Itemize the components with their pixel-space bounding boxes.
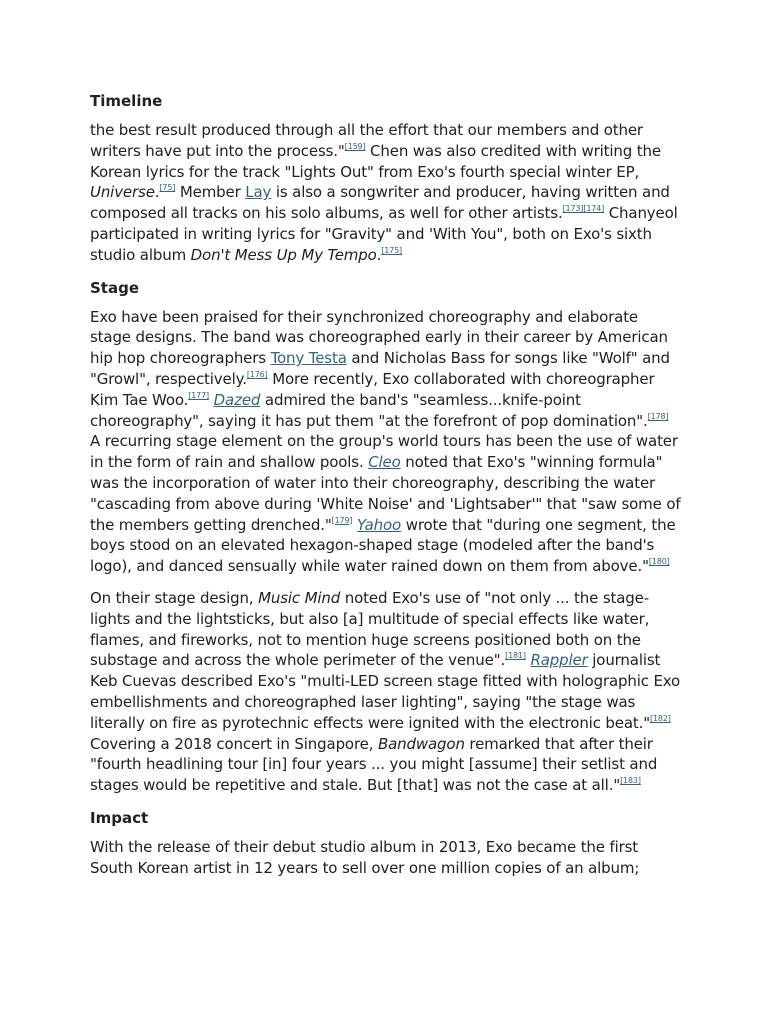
publication-name: Bandwagon bbox=[377, 734, 465, 753]
citation-link[interactable]: [183] bbox=[620, 776, 641, 786]
link-tony-testa[interactable]: Tony Testa bbox=[270, 349, 347, 368]
link-yahoo[interactable]: Yahoo bbox=[356, 515, 402, 534]
citation-link[interactable]: [182] bbox=[650, 713, 671, 723]
publication-name: Music Mind bbox=[258, 588, 341, 607]
citation-link[interactable]: [159] bbox=[344, 141, 366, 151]
link-dazed[interactable]: Dazed bbox=[213, 390, 261, 409]
citation-link[interactable]: [175] bbox=[381, 245, 403, 255]
stage-paragraph-2: On their stage design, Music Mind noted Exo's use of "not only ... the stage-lights and the lightsticks, but also [a] multitude of special effects like water, flames, and fireworks, not to mention huge screens positioned both on the substage and across the whole perimeter of the venue".[181] Rappler journalist Keb Cuevas described Exo's "multi-LED screen stage fitted with holographic Exo embellishments and choreographed laser lighting", saying "the stage was literally on fire as pyrotechnic effects were ignited with the electronic beat."[182] Covering a 2018 concert in Singapore, Bandwagon remarked that after their "fourth headlining tour [in] four years ... you might [assume] their setlist and stages would be repetitive and stale. But [that] was not the case at all."[183] bbox=[90, 588, 681, 795]
citation-link[interactable]: [75] bbox=[159, 183, 176, 193]
stage-paragraph-1: Exo have been praised for their synchronized choreography and elaborate stage designs. The band was choreographed early in their career by American hip hop choreographers Tony Testa and Nicholas Bass for songs like "Wolf" and "Growl", respectively.[176] More recently, Exo collaborated with choreographer Kim Tae Woo.[177] Dazed admired the band's "seamless...knife-point choreography", saying it has put them "at the forefront of pop domination".[178] A recurring stage element on the group's world tours has been the use of water in the form of rain and shallow pools. Cleo noted that Exo's "winning formula" was the incorporation of water into their choreography, describing the water "cascading from above during 'White Noise' and 'Lightsaber'" that "saw some of the members getting drenched."[179] Yahoo wrote that "during one segment, the boys stood on an elevated hexagon-shaped stage (modeled after the band's logo), and danced sensually while water rained down on them from above."[180] bbox=[90, 307, 681, 576]
citation-link[interactable]: [179] bbox=[331, 515, 353, 525]
link-rappler[interactable]: Rappler bbox=[530, 651, 588, 670]
section-heading-impact: Impact bbox=[90, 808, 149, 827]
album-title: Don't Mess Up My Tempo bbox=[190, 245, 377, 264]
link-lay[interactable]: Lay bbox=[245, 183, 272, 202]
link-cleo[interactable]: Cleo bbox=[368, 453, 401, 472]
citation-link[interactable]: [176] bbox=[246, 369, 268, 379]
citation-link[interactable]: [180] bbox=[648, 557, 670, 567]
impact-paragraph: With the release of their debut studio album in 2013, Exo became the first South Korean artist in 12 years to sell over one million copies of an album; bbox=[90, 837, 640, 877]
section-heading-stage: Stage bbox=[90, 278, 140, 297]
citation-link[interactable]: [178] bbox=[647, 411, 669, 421]
timeline-paragraph: the best result produced through all the effort that our members and other writers have put into the process."[159] Chen was also credited with writing the Korean lyrics for the track "Lights Out" from Exo's fourth special winter EP, Universe.[75] Member Lay is also a songwriter and producer, having written and composed all tracks on his solo albums, as well for other artists.[173][174] Chanyeol participated in writing lyrics for "Gravity" and 'With You", both on Exo's sixth studio album Don't Mess Up My Tempo.[175] bbox=[90, 121, 678, 264]
article-content bbox=[90, 90, 682, 890]
citation-link[interactable]: [177] bbox=[188, 390, 210, 400]
section-heading-timeline: Timeline bbox=[90, 92, 163, 110]
album-title: Universe bbox=[90, 183, 155, 202]
citation-link[interactable]: [174] bbox=[583, 204, 605, 214]
citation-link[interactable]: [173] bbox=[562, 204, 584, 214]
citation-link[interactable]: [181] bbox=[505, 651, 526, 661]
